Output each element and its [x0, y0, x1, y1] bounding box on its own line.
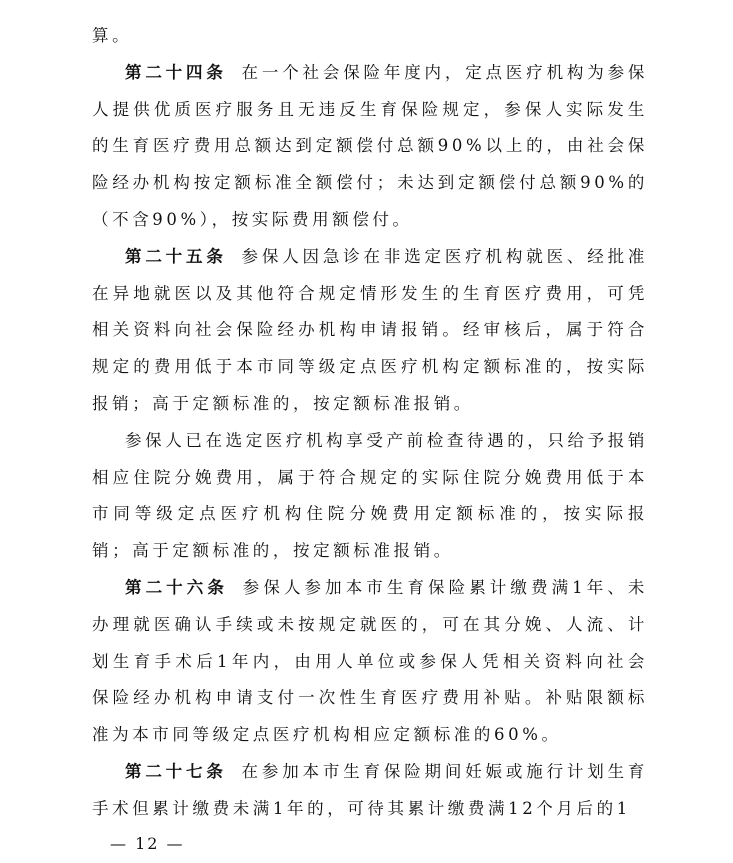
article-27-heading: 第二十七条: [125, 761, 227, 781]
article-27-text: 在参加本市生育保险期间妊娠或施行计划生育手术但累计缴费未满1年的，可待其累计缴费满12个月后的1: [92, 761, 649, 818]
article-25-sub-text: 参保人已在选定医疗机构享受产前检查待遇的，只给予报销相应住院分娩费用，属于符合规定的实际住院分娩费用低于本市同等级定点医疗机构住院分娩费用定额标准的，按实际报销；高于定额标准的，按定额标准报销。: [92, 430, 648, 561]
page-number: — 12 —: [110, 834, 185, 853]
article-26-heading: 第二十六条: [125, 577, 228, 597]
article-25-heading: 第二十五条: [125, 246, 227, 266]
article-25-text: 参保人因急诊在非选定医疗机构就医、经批准在异地就医以及其他符合规定情形发生的生育医疗费用，可凭相关资料向社会保险经办机构申请报销。经审核后，属于符合规定的费用低于本市同等级定点医疗机构定额标准的，按实际报销；高于定额标准的，按定额标准报销。: [92, 246, 649, 413]
document-body: [92, 18, 648, 828]
article-26-paragraph: [92, 570, 648, 754]
paragraph-continuation: [92, 18, 648, 55]
paragraph-text: 算。: [92, 26, 133, 45]
article-24-text: 在一个社会保险年度内，定点医疗机构为参保人提供优质医疗服务且无违反生育保险规定，参保人实际发生的生育医疗费用总额达到定额偿付总额90%以上的，由社会保险经办机构按定额标准全额偿付；未达到定额偿付总额90%的（不含90%），按实际费用额偿付。: [92, 62, 649, 229]
article-27-paragraph: [92, 754, 648, 828]
article-24-paragraph: [92, 55, 648, 239]
article-25-paragraph: [92, 239, 648, 423]
article-26-text: 参保人参加本市生育保险累计缴费满1年、未办理就医确认手续或未按规定就医的，可在其分娩、人流、计划生育手术后1年内，由用人单位或参保人凭相关资料向社会保险经办机构申请支付一次性生育医疗费用补贴。补贴限额标准为本市同等级定点医疗机构相应定额标准的60%。: [92, 577, 649, 745]
article-24-heading: 第二十四条: [125, 62, 227, 82]
article-25-sub-paragraph: [92, 423, 648, 570]
